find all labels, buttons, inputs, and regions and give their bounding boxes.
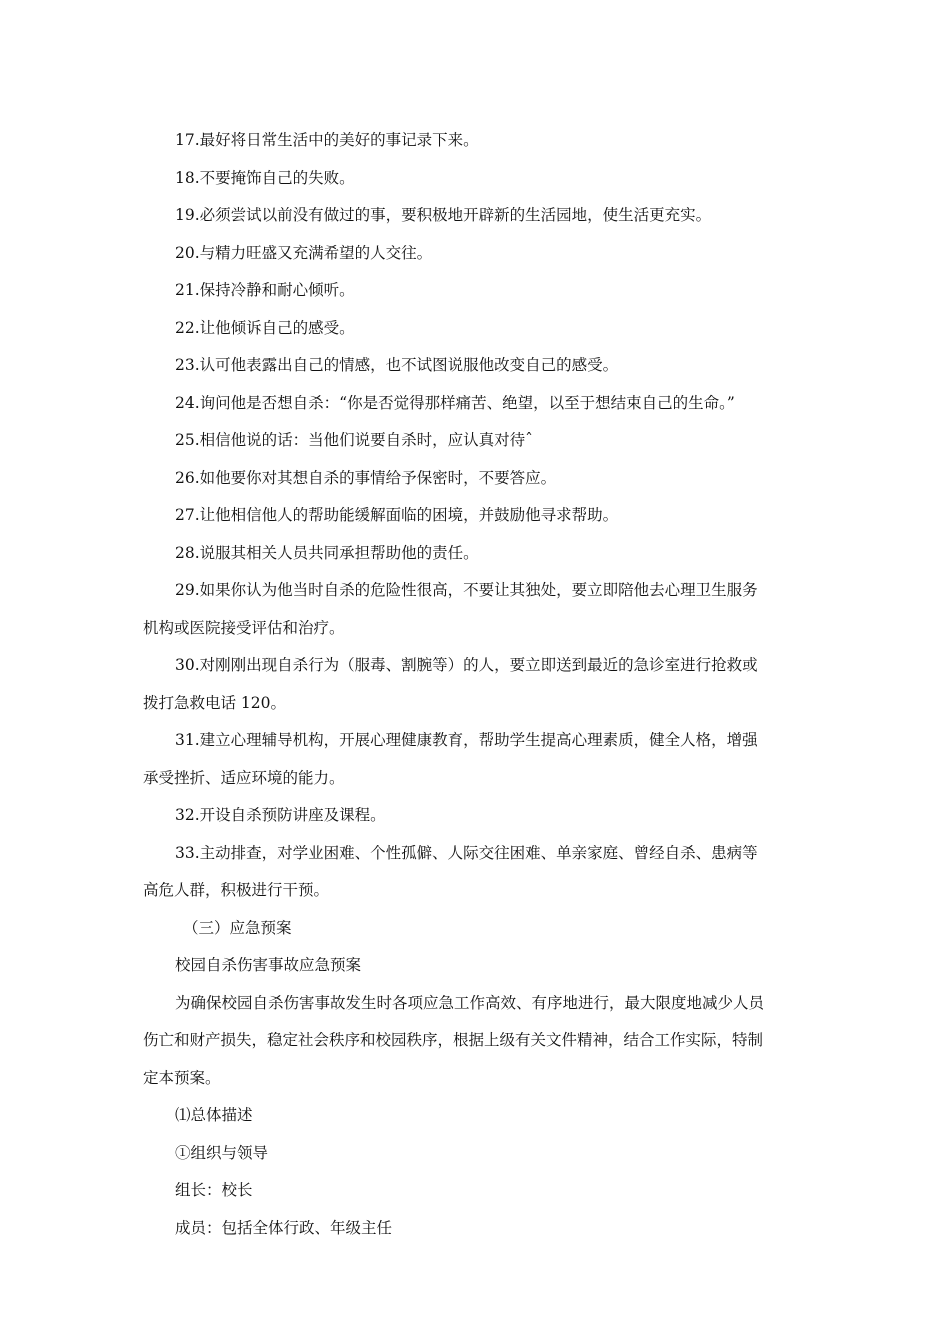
list-item-18: 18.不要掩饰自己的失败。 xyxy=(175,168,355,187)
section-heading: （三）应急预案 xyxy=(183,918,292,937)
list-item-17: 17.最好将日常生活中的美好的事记录下来。 xyxy=(175,131,479,149)
list-item-33-cont: 高危人群，积极进行干预。 xyxy=(143,881,330,899)
team-leader: 组长：校长 xyxy=(175,1181,253,1199)
list-item-25: 25.相信他说的话：当他们说要自杀时，应认真对待ˆ xyxy=(175,431,533,449)
paragraph-line-3: 定本预案。 xyxy=(143,1068,221,1087)
paragraph-line-1: 为确保校园自杀伤害事故发生时各项应急工作高效、有序地进行，最大限度地减少人员 xyxy=(175,993,765,1012)
list-item-23: 23.认可他表露出自己的情感，也不试图说服他改变自己的感受。 xyxy=(175,356,619,374)
list-item-27: 27.让他相信他人的帮助能缓解面临的困境，并鼓励他寻求帮助。 xyxy=(175,506,619,524)
subheading-organization: ①组织与领导 xyxy=(175,1143,269,1162)
document-body xyxy=(143,122,809,1247)
list-item-24: 24.询问他是否想自杀：“你是否觉得那样痛苦、绝望，以至于想结束自己的生命。” xyxy=(175,393,735,412)
plan-title: 校园自杀伤害事故应急预案 xyxy=(175,956,362,974)
list-item-28: 28.说服其相关人员共同承担帮助他的责任。 xyxy=(175,543,479,562)
list-item-29: 29.如果你认为他当时自杀的危险性很高，不要让其独处，要立即陪他去心理卫生服务 xyxy=(175,581,758,599)
list-item-31-cont: 承受挫折、适应环境的能力。 xyxy=(143,768,345,787)
list-item-29-cont: 机构或医院接受评估和治疗。 xyxy=(143,618,345,637)
list-item-32: 32.开设自杀预防讲座及课程。 xyxy=(175,806,386,824)
list-item-33: 33.主动排查，对学业困难、个性孤僻、人际交往困难、单亲家庭、曾经自杀、患病等 xyxy=(175,843,758,862)
list-item-21: 21.保持冷静和耐心倾听。 xyxy=(175,281,355,299)
list-item-31: 31.建立心理辅导机构，开展心理健康教育，帮助学生提高心理素质，健全人格，增强 xyxy=(175,731,758,749)
list-item-30-cont: 拨打急救电话 120。 xyxy=(143,693,287,712)
subheading-overview: ⑴总体描述 xyxy=(175,1106,253,1124)
list-item-19: 19.必须尝试以前没有做过的事，要积极地开辟新的生活园地，使生活更充实。 xyxy=(175,206,712,224)
team-members: 成员：包括全体行政、年级主任 xyxy=(175,1218,393,1237)
list-item-30: 30.对刚刚出现自杀行为（服毒、割腕等）的人，要立即送到最近的急诊室进行抢救或 xyxy=(175,656,758,674)
list-item-26: 26.如他要你对其想自杀的事情给予保密时，不要答应。 xyxy=(175,468,557,487)
list-item-20: 20.与精力旺盛又充满希望的人交往。 xyxy=(175,243,433,262)
list-item-22: 22.让他倾诉自己的感受。 xyxy=(175,318,355,337)
paragraph-line-2: 伤亡和财产损失，稳定社会秩序和校园秩序，根据上级有关文件精神，结合工作实际，特制 xyxy=(143,1031,764,1049)
